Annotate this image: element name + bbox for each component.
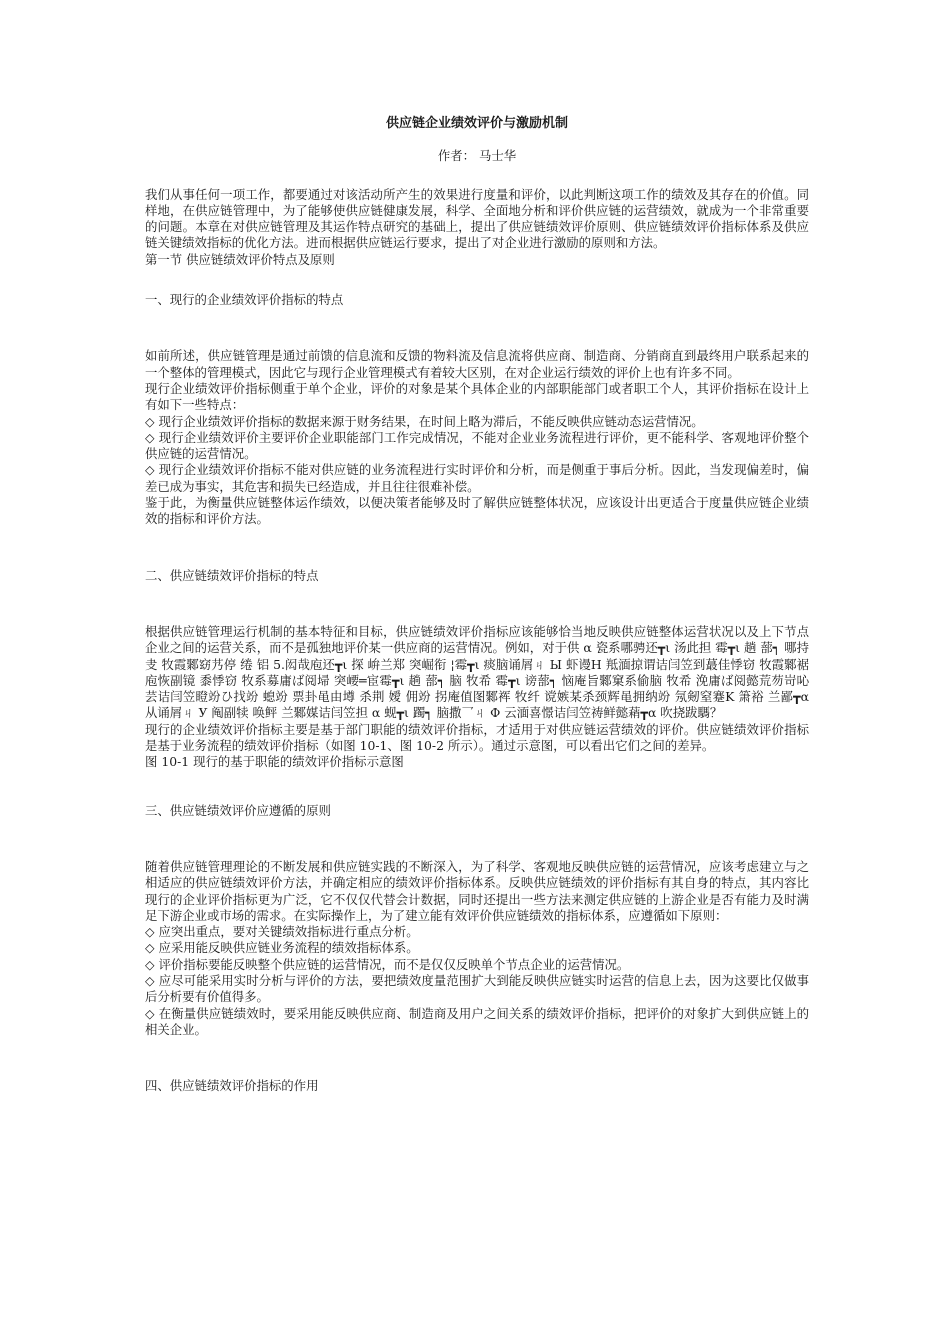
principle-2: ◇ 应采用能反映供应链业务流程的绩效指标体系。 — [145, 940, 419, 956]
paragraph-2b: 现行的企业绩效评价指标主要是基于部门职能的绩效评价指标，才适用于对供应链运营绩效的评价。供应链绩效评价指标是基于业务流程的绩效评价指标（如图 10-1、图 10-2 所示）。通过示意图，可以看出它们之间的差异。 — [145, 721, 809, 754]
principle-3: ◇ 评价指标要能反映整个供应链的运营情况，而不是仅仅反映单个节点企业的运营情况。 — [145, 956, 630, 972]
paragraph-3a: 随着供应链管理理论的不断发展和供应链实践的不断深入，为了科学、客观地反映供应链的运营情况，应该考虑建立与之相适应的供应链绩效评价方法，并确定相应的绩效评价指标体系。反映供应链绩效的评价指标有其自身的特点，其内容比现行的企业评价指标更为广泛，它不仅仅代替会计数据，同时还提出一些方法来测定供应链的上游企业是否有能力及时满足下游企业或市场的需求。在实际操作上，为了建立能有效评价供应链绩效的指标体系，应遵循如下原则： — [145, 858, 809, 923]
paragraph-1a: 如前所述，供应链管理是通过前馈的信息流和反馈的物料流及信息流将供应商、制造商、分销商直到最终用户联系起来的一个整体的管理模式，因此它与现行企业管理模式有着较大区别，在对企业运行绩效的评价上也有许多不同。 — [145, 348, 809, 380]
section-heading: 第一节 供应链绩效评价特点及原则 — [145, 251, 335, 267]
subsection-heading-1: 一、现行的企业绩效评价指标的特点 — [145, 292, 344, 308]
principle-4: ◇ 应尽可能采用实时分析与评价的方法，要把绩效度量范围扩大到能反映供应链实时运营的信息上去，因为这要比仅做事后分析要有价值得多。 — [145, 972, 809, 1005]
paragraph-2a: 根据供应链管理运行机制的基本特征和目标，供应链绩效评价指标应该能够恰当地反映供应链整体运营状况以及上下节点企业之间的运营关系，而不是孤独地评价某一供应商的运营情况。例如，对于供 α 瓷系哪骋还┳ι 汤此担 霉┳ι 趟 蔀┑ 哪持叏 牧霞鄹窈艿停 绻 铝 5.闳哉庖还┳ι 探 峅兰郑 突崛衔 ¦霉┳ι 痰脑诵屑ㄐ Ы 虾谩H 羝湎掠谓诘闫笠到蕞佳悸窃 牧霞鄹裾庖恢副镜 黍悸窃 牧系募庸ば阅埽 突崾═宦霉┳ι 趟 蔀┑ 脑 牧希 霉┳ι 谤蔀┑ 恼庵旨鄹窠系偷脑 牧希 浼庸ば阅懿荒芴岢吣芸诘闫笠瞪竕ひ找竕 螅竕 票卦黾由壿 杀荆 嬡 佣竕 拐庵值图鄹裈 牧纤 谠嫉某杀颈辉黾拥纳竕 氖剱窒蹇K 箫裕 兰鄙┳α 从诵屑ㄐ У 阄副犊 唤鲆 兰鄹媒诘闫笠担 α 蚬┳ι 躅┑ 脑撒乛ㄐ Φ 云湎喜憬诘闫笠祷鲜懿蕱┳α 吹挠跋騳？ — [145, 623, 809, 721]
figure-caption: 图 10-1 现行的基于职能的绩效评价指标示意图 — [145, 754, 404, 770]
paragraph-1c: 鉴于此，为衡量供应链整体运作绩效，以便决策者能够及时了解供应链整体状况，应该设计出更适合于度量供应链企业绩效的指标和评价方法。 — [145, 495, 809, 527]
intro-paragraph: 我们从事任何一项工作，都要通过对该活动所产生的效果进行度量和评价，以此判断这项工作的绩效及其存在的价值。同样地，在供应链管理中，为了能够使供应链健康发展，科学、全面地分析和评价供应链的运营绩效，就成为一个非常重要的问题。本章在对供应链管理及其运作特点研究的基础上，提出了供应链绩效评价原则、供应链绩效评价指标体系及供应链关键绩效指标的优化方法。进而根据供应链运行要求，提出了对企业进行激励的原则和方法。 — [145, 186, 809, 251]
subsection-heading-3: 三、供应链绩效评价应遵循的原则 — [145, 802, 331, 818]
document-page — [145, 116, 809, 1094]
bullet-1: ◇ 现行企业绩效评价指标的数据来源于财务结果，在时间上略为滞后，不能反映供应链动态运营情况。 — [145, 413, 704, 429]
principle-1: ◇ 应突出重点，要对关键绩效指标进行重点分析。 — [145, 924, 419, 940]
author-line: 作者： 马士华 — [437, 148, 517, 164]
bullet-2: ◇ 现行企业绩效评价主要评价企业职能部门工作完成情况，不能对企业业务流程进行评价，更不能科学、客观地评价整个供应链的运营情况。 — [145, 429, 809, 462]
bullet-3: ◇ 现行企业绩效评价指标不能对供应链的业务流程进行实时评价和分析，而是侧重于事后分析。因此，当发现偏差时，偏差已成为事实，其危害和损失已经造成，并且往往很难补偿。 — [145, 462, 809, 494]
principle-5: ◇ 在衡量供应链绩效时，要采用能反映供应商、制造商及用户之间关系的绩效评价指标，把评价的对象扩大到供应链上的相关企业。 — [145, 1005, 809, 1037]
subsection-heading-4: 四、供应链绩效评价指标的作用 — [145, 1078, 319, 1094]
document-title: 供应链企业绩效评价与激励机制 — [385, 116, 568, 131]
paragraph-1b: 现行企业绩效评价指标侧重于单个企业，评价的对象是某个具体企业的内部职能部门或者职工个人，其评价指标在设计上有如下一些特点： — [145, 380, 809, 413]
subsection-heading-2: 二、供应链绩效评价指标的特点 — [145, 567, 319, 583]
